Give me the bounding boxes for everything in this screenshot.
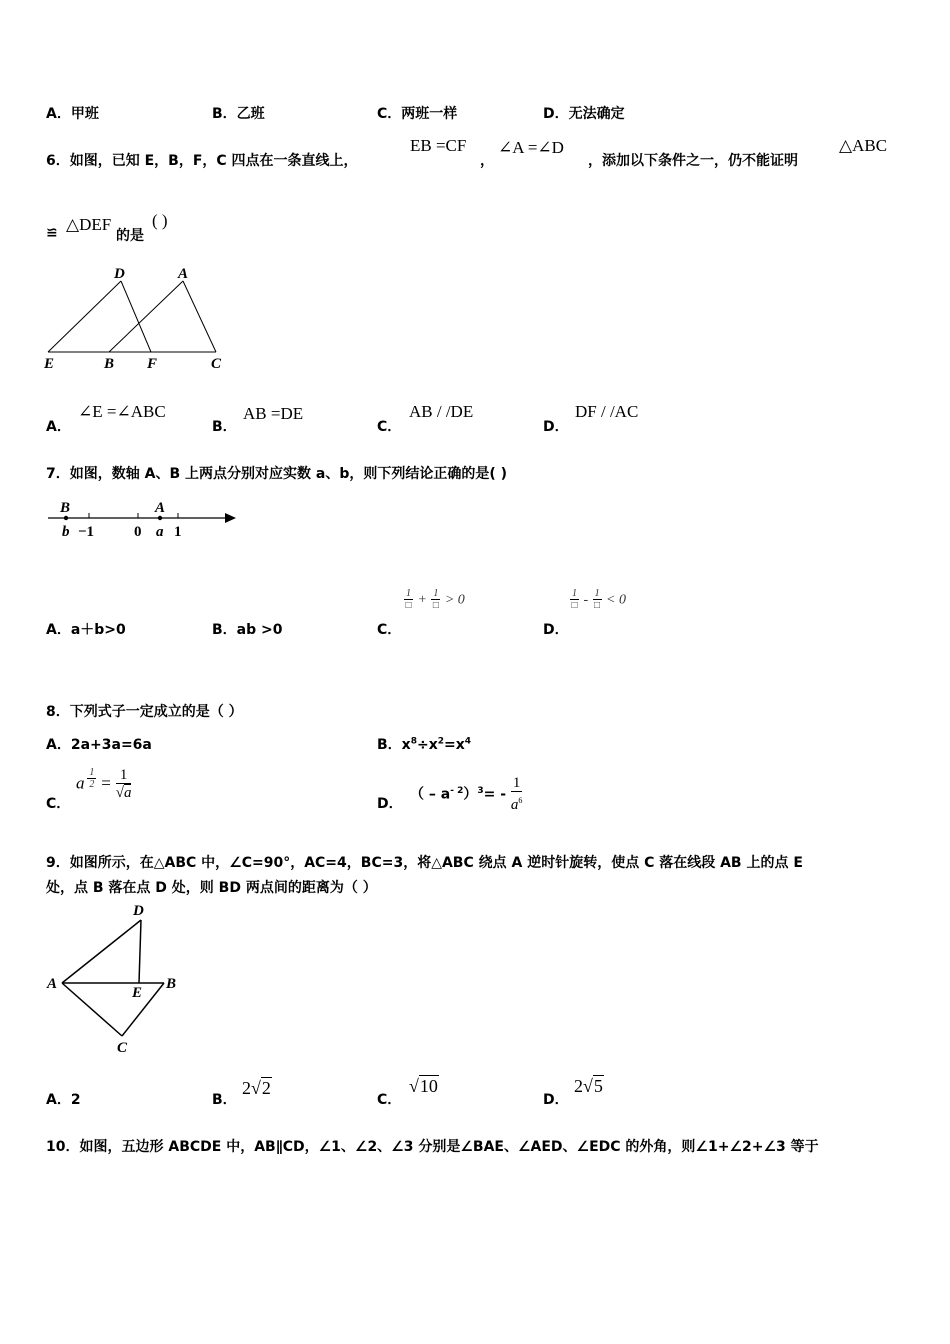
q8-option-d-label: D． — [377, 796, 403, 812]
q6-answer-paren: ( ) — [152, 211, 168, 230]
q7-label-a: a — [156, 524, 164, 540]
q7-label-one: 1 — [174, 524, 182, 540]
q6-triangle-abc: △ABC — [839, 136, 888, 155]
q9-option-d-expr: 2√5 — [574, 1076, 603, 1096]
q6-stem-intro: 6．如图，已知 E，B，F，C 四点在一条直线上， — [46, 153, 358, 169]
q5-option-b: B．乙班 — [212, 106, 265, 122]
q6-label-a: A — [178, 266, 189, 282]
q8-stem: 8．下列式子一定成立的是（ ） — [46, 704, 243, 720]
q6-option-a-label: A． — [46, 419, 71, 435]
q6-line-ed — [48, 281, 121, 352]
q9-option-c-expr: √10 — [409, 1076, 438, 1096]
q9-line-ad — [62, 920, 141, 983]
q6-stem-tail: 的是 — [116, 228, 144, 244]
q6-option-c-text: AB / /DE — [409, 402, 474, 421]
q8-option-a: A．2a+3a=6a — [46, 737, 152, 753]
q6-figure — [38, 260, 238, 375]
q5-option-c: C．两班一样 — [377, 106, 458, 122]
q9-label-a: A — [47, 976, 58, 992]
q9-option-b-label: B． — [212, 1092, 237, 1108]
q7-point-b — [64, 516, 68, 520]
q6-label-d: D — [114, 266, 125, 282]
q6-label-b: B — [104, 356, 115, 372]
q9-option-b-expr: 2√2 — [242, 1078, 271, 1098]
q9-line-ac — [62, 983, 122, 1036]
q6-option-d-label: D． — [543, 419, 569, 435]
q6-option-b-label: B． — [212, 419, 237, 435]
q6-label-c: C — [211, 356, 222, 372]
q6-label-e: E — [44, 356, 55, 372]
q7-number-line — [40, 496, 245, 544]
q7-option-c-label: C． — [377, 622, 402, 638]
q9-label-c: C — [117, 1040, 128, 1056]
q9-figure — [40, 898, 190, 1058]
q6-condition-eb-cf: EB =CF — [410, 136, 467, 155]
q9-option-c-label: C． — [377, 1092, 402, 1108]
q7-axis-arrow — [225, 513, 236, 523]
q9-label-e: E — [132, 985, 143, 1001]
q7-option-d-label: D． — [543, 622, 569, 638]
q6-option-c-label: C． — [377, 419, 402, 435]
q10-stem: 10．如图，五边形 ABCDE 中，AB∥CD，∠1、∠2、∠3 分别是∠BAE、∠AED、∠EDC 的外角，则∠1+∠2+∠3 等于 — [46, 1139, 819, 1155]
q8-option-c-label: C． — [46, 796, 71, 812]
q5-option-a: A．甲班 — [46, 106, 99, 122]
q6-triangle-def: △DEF — [66, 215, 112, 234]
q7-point-a — [158, 516, 162, 520]
q7-label-zero: 0 — [134, 524, 142, 540]
q7-label-A: A — [155, 500, 166, 516]
q9-stem-line1: 9．如图所示，在△ABC 中，∠C=90°，AC=4，BC=3，将△ABC 绕点 A 逆时针旋转，使点 C 落在线段 AB 上的点 E — [46, 855, 803, 871]
q7-label-minus1: −1 — [78, 524, 95, 540]
q9-option-d-label: D． — [543, 1092, 569, 1108]
q9-label-d: D — [133, 903, 144, 919]
q6-option-a-text: ∠E =∠ABC — [78, 402, 166, 421]
q8-option-b: B．$x^8\div x^2=x^4$ — [377, 736, 472, 753]
q7-label-b: b — [62, 524, 70, 540]
q8-option-c-expr: a $\frac{1}{2}$ = $\frac{1}{√a}$ — [76, 767, 132, 801]
q9-stem-line2: 处，点 B 落在点 D 处，则 BD 两点间的距离为（ ） — [46, 880, 377, 896]
q8-option-d-expr: （ – $a^{- 2})^3=$ - $\frac{1}{a^6}$ — [410, 775, 523, 813]
q7-label-B: B — [60, 500, 71, 516]
q5-option-d: D．无法确定 — [543, 106, 625, 122]
q6-congruent-symbol: ≌ — [46, 225, 58, 241]
q9-line-cb — [122, 983, 164, 1036]
q6-comma: ， — [480, 153, 494, 169]
q6-option-b-text: AB =DE — [243, 404, 304, 423]
q9-option-a: A．2 — [46, 1092, 81, 1108]
q9-line-de — [139, 920, 141, 983]
q6-label-f: F — [147, 356, 158, 372]
q7-option-c-expr: $\frac{1}{□}$ + $\frac{1}{□}$ > 0 — [405, 588, 465, 611]
q6-condition-angle: ∠A =∠D — [498, 138, 564, 157]
q6-option-d-text: DF / /AC — [575, 402, 639, 421]
q9-label-b: B — [166, 976, 177, 992]
q7-stem: 7．如图，数轴 A、B 上两点分别对应实数 a、b，则下列结论正确的是( ) — [46, 466, 508, 482]
q6-stem-mid: ，添加以下条件之一，仍不能证明 — [588, 153, 798, 169]
q7-option-d-expr: $\frac{1}{□}$ - $\frac{1}{□}$ < 0 — [571, 588, 626, 611]
q7-option-b: B．ab >0 — [212, 622, 283, 638]
q6-line-ac — [183, 281, 216, 352]
q7-option-a: A．a＋b>0 — [46, 622, 126, 638]
